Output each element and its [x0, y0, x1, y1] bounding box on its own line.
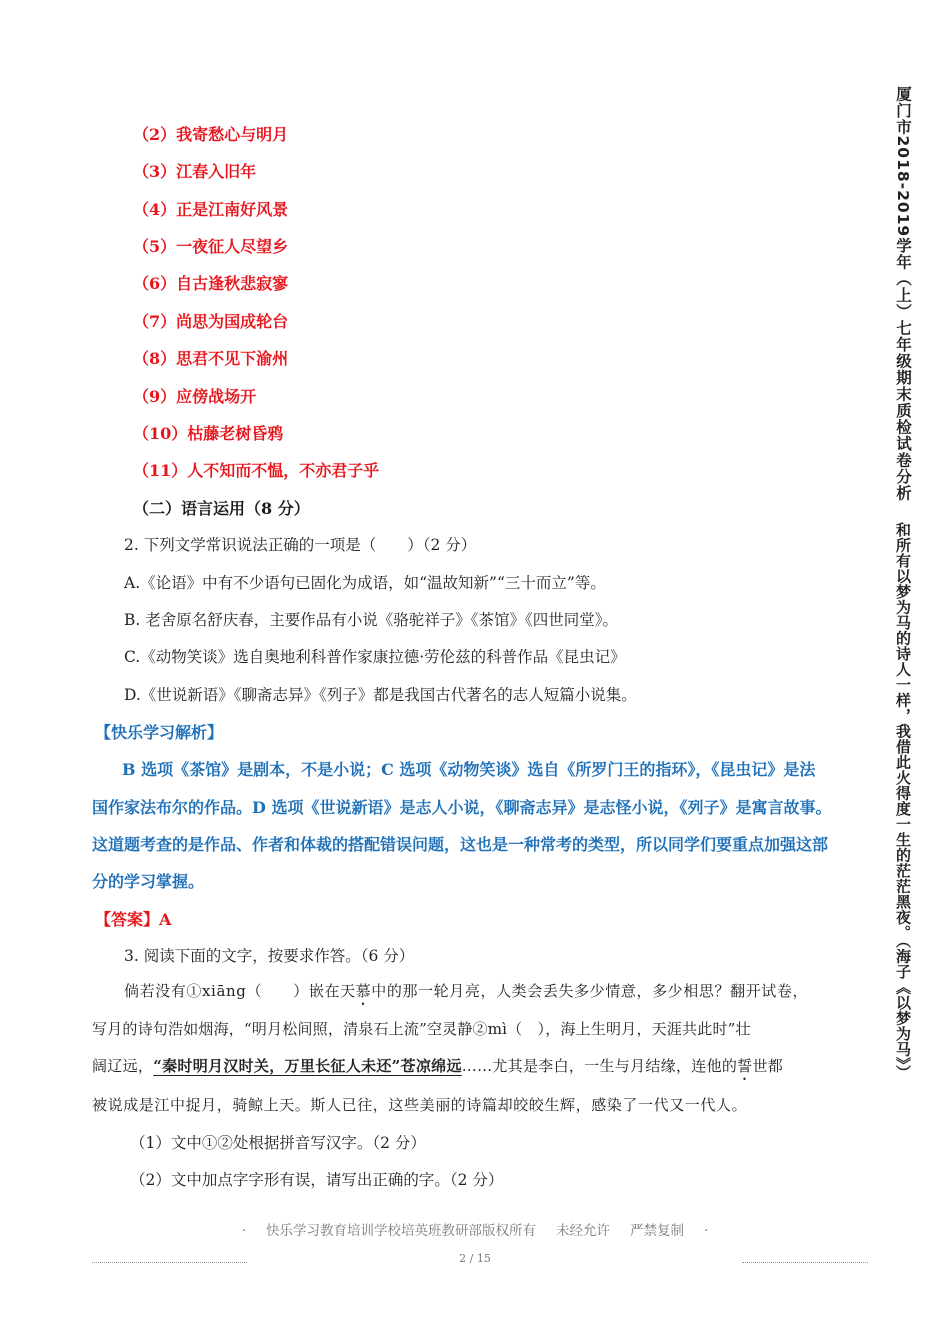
analysis-line: 这道题考查的是作品、作者和体裁的搭配错误问题，这也是一种常考的类型，所以同学们要重点加强这部: [92, 835, 829, 854]
passage-line: 写月的诗句浩如烟海，“明月松间照，清泉石上流”空灵静②mì（ ），海上生明月，天涯共此时”壮: [92, 1020, 751, 1038]
footer-text: 未经允许: [556, 1223, 610, 1239]
analysis-line: 分的学习掌握。: [92, 872, 205, 891]
analysis-line: 国作家法布尔的作品。D 选项《世说新语》是志人小说，《聊斋志异》是志怪小说，《列子》是寓言故事。: [92, 798, 832, 817]
answer-line: （5）一夜征人尽望乡: [133, 237, 289, 256]
footer-bullet: ·: [704, 1223, 709, 1239]
answer-line: （10）枯藤老树昏鸦: [133, 424, 284, 443]
passage-line: [124, 980, 808, 1009]
sidebar-quote: 和所有以梦为马的诗人一样，我借此火得度一生的茫茫黑夜。（海子《以梦为马》）: [894, 522, 912, 1081]
footer-bullet: ·: [241, 1223, 246, 1239]
footer-org: 快乐学习教育培训学校培英班教研部版权所有: [266, 1223, 536, 1239]
footer-divider-right: [742, 1262, 868, 1263]
question-stem: 3. 阅读下面的文字，按要求作答。（6 分）: [124, 947, 415, 965]
option-c: C.《动物笑谈》选自奥地利科普作家康拉德·劳伦兹的科普作品《昆虫记》: [124, 648, 626, 666]
passage-text: 世都: [752, 1057, 784, 1075]
answer-line: （7）尚思为国成轮台: [133, 312, 289, 331]
answer-line: （8）思君不见下渝州: [133, 349, 289, 368]
page-number: 2 / 15: [459, 1252, 491, 1265]
sub-question: （1）文中①②处根据拼音写汉字。（2 分）: [130, 1134, 426, 1152]
option-d: D.《世说新语》《聊斋志异》《列子》都是我国古代著名的志人短篇小说集。: [124, 686, 637, 704]
passage-text: ……尤其是李白，一生与月结缘，连他的: [461, 1057, 738, 1075]
option-a: A.《论语》中有不少语句已固化为成语，如“温故知新”“三十而立”等。: [124, 574, 606, 592]
answer-line: （4）正是江南好风景: [133, 200, 289, 219]
footer-text: 严禁复制: [630, 1223, 684, 1239]
answer-line: （3）江春入旧年: [133, 162, 257, 181]
dotted-char: 誓: [737, 1057, 753, 1075]
footer: [0, 1219, 950, 1239]
dotted-char: 慕: [355, 982, 372, 1000]
answer-line: （6）自古逢秋悲寂寥: [133, 274, 289, 293]
sidebar-title: 厦门市2018-2019学年（上）七年级期末质检试卷分析: [894, 86, 912, 502]
answer-label: 【答案】A: [95, 910, 172, 929]
passage-text: 倘若没有①xiāng（ ）嵌在天: [124, 982, 356, 1000]
question-stem: 2. 下列文学常识说法正确的一项是（ ）（2 分）: [124, 536, 477, 554]
passage-line: [92, 1055, 783, 1084]
underlined-quote: “秦时明月汉时关，万里长征人未还”苍凉绵远: [153, 1057, 462, 1075]
analysis-line: B 选项《茶馆》是剧本，不是小说；C 选项《动物笑谈》选自《所罗门王的指环》，《昆虫记》是法: [122, 760, 816, 779]
passage-text: 中的那一轮月亮，人类会丢失多少情意，多少相思？翻开试卷，: [371, 982, 809, 1000]
answer-line: （9）应傍战场开: [133, 387, 257, 406]
passage-line: 被说成是江中捉月，骑鲸上天。斯人已往，这些美丽的诗篇却皎皎生辉，感染了一代又一代人。: [92, 1096, 748, 1114]
option-b: B. 老舍原名舒庆春，主要作品有小说《骆驼祥子》《茶馆》《四世同堂》。: [124, 611, 618, 629]
answer-line: （11）人不知而不愠，不亦君子乎: [133, 461, 380, 480]
sub-question: （2）文中加点字字形有误，请写出正确的字。（2 分）: [130, 1171, 504, 1189]
analysis-heading: 【快乐学习解析】: [95, 723, 224, 742]
passage-text: 阔辽远，: [92, 1057, 154, 1075]
answer-line: （2）我寄愁心与明月: [133, 125, 289, 144]
section-title: （二）语言运用（8 分）: [133, 499, 310, 518]
